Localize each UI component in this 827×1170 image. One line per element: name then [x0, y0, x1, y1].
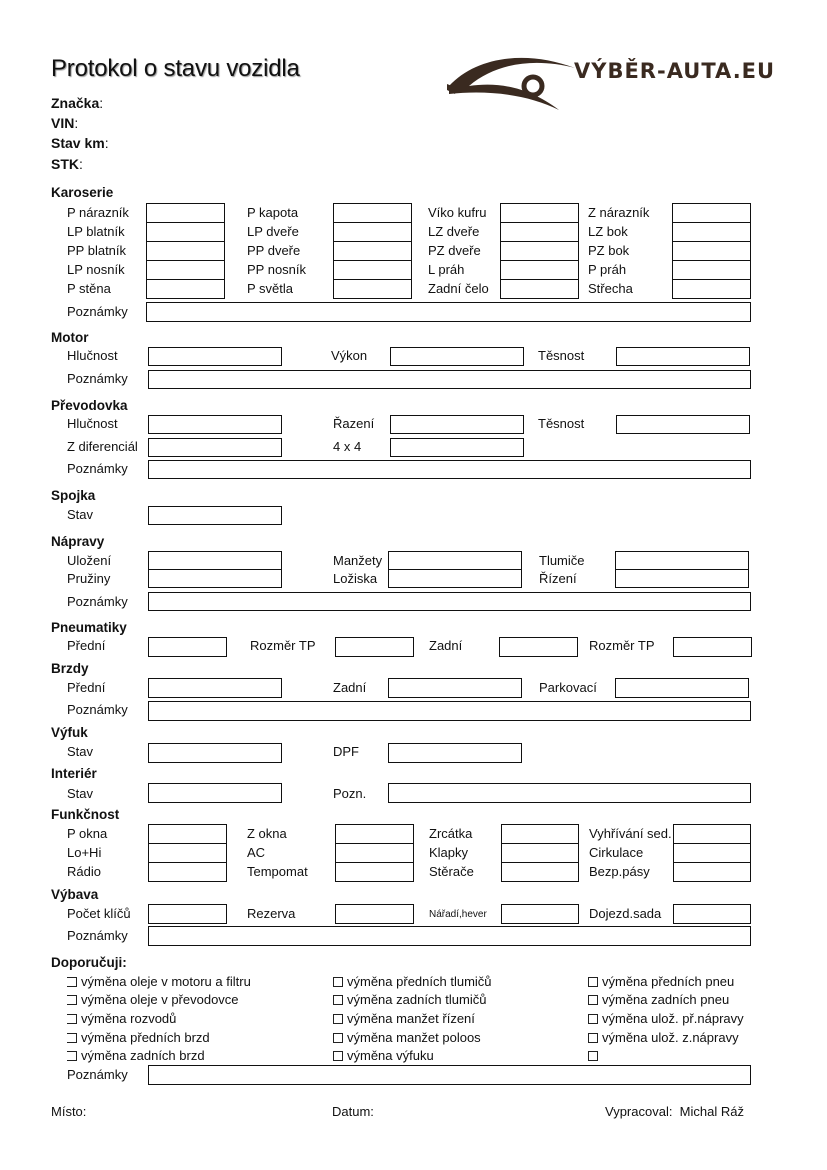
motor-seal-label: Těsnost	[538, 348, 585, 363]
recommend-item-label: výměna předních brzd	[81, 1030, 210, 1045]
function-input[interactable]	[673, 843, 751, 863]
body-part-label: PP nosník	[247, 262, 307, 277]
axle-springs-label: Pružiny	[67, 571, 111, 586]
axle-shocks-label: Tlumiče	[539, 553, 585, 568]
section-title-spojka: Spojka	[51, 488, 96, 503]
tires-front-size-input[interactable]	[335, 637, 414, 657]
body-part-input[interactable]	[672, 241, 751, 261]
motor-notes-input[interactable]	[148, 370, 751, 389]
equipment-repair-kit-input[interactable]	[673, 904, 751, 924]
section-title-interier: Interiér	[51, 766, 97, 781]
motor-power-label: Výkon	[331, 348, 368, 363]
checkbox-icon[interactable]	[333, 995, 343, 1005]
stk-label: STK	[51, 156, 79, 172]
recommend-item-label: výměna rozvodů	[81, 1011, 177, 1026]
checkbox-icon[interactable]	[588, 995, 598, 1005]
author-field	[605, 1104, 744, 1119]
checkbox-icon[interactable]	[67, 1033, 77, 1043]
interior-notes-input[interactable]	[388, 783, 751, 803]
function-label: AC	[247, 845, 266, 860]
checkbox-icon[interactable]	[588, 1033, 598, 1043]
axle-mount-input[interactable]	[148, 551, 282, 570]
body-notes-input[interactable]	[146, 302, 751, 322]
checkbox-icon[interactable]	[333, 1033, 343, 1043]
author-label: Vypracoval:	[605, 1104, 673, 1119]
brakes-notes-input[interactable]	[148, 701, 751, 721]
equipment-tools-input[interactable]	[501, 904, 579, 924]
axle-shocks-input[interactable]	[615, 551, 749, 570]
function-label: Klapky	[429, 845, 469, 860]
recommend-item-label: výměna oleje v převodovce	[81, 992, 239, 1007]
body-part-input[interactable]	[500, 260, 579, 280]
page-title: Protokol o stavu vozidla	[51, 55, 300, 82]
body-part-label: Víko kufru	[428, 205, 487, 220]
gearbox-4x4-input[interactable]	[390, 438, 524, 457]
gearbox-diff-input[interactable]	[148, 438, 282, 457]
eye-logo-icon	[447, 48, 577, 114]
body-part-label: P kapota	[247, 205, 299, 220]
gearbox-noise-input[interactable]	[148, 415, 282, 434]
motor-noise-input[interactable]	[148, 347, 282, 366]
author-name: Michal Ráž	[679, 1104, 744, 1119]
body-part-label: Z nárazník	[588, 205, 650, 220]
recommend-item-label: výměna oleje v motoru a filtru	[81, 974, 251, 989]
body-part-label: PZ dveře	[428, 243, 481, 258]
body-part-input[interactable]	[672, 203, 751, 223]
body-part-input[interactable]	[333, 203, 412, 223]
function-input[interactable]	[501, 824, 579, 844]
recommend-item[interactable]	[588, 1048, 602, 1063]
axle-springs-input[interactable]	[148, 569, 282, 588]
section-title-vybava: Výbava	[51, 887, 99, 902]
function-input[interactable]	[148, 862, 227, 882]
vin-field	[51, 115, 78, 131]
recommend-item-label: výměna zadních brzd	[81, 1048, 205, 1063]
recommend-item[interactable]	[333, 974, 492, 989]
body-part-label: P práh	[588, 262, 627, 277]
body-part-label: LP dveře	[247, 224, 299, 239]
recommend-item[interactable]	[333, 1048, 434, 1063]
equipment-spare-label: Rezerva	[247, 906, 296, 921]
axle-boots-label: Manžety	[333, 553, 383, 568]
gearbox-seal-input[interactable]	[616, 415, 750, 434]
recommend-item-label: výměna manžet řízení	[347, 1011, 475, 1026]
body-part-label: P nárazník	[67, 205, 129, 220]
function-label: Rádio	[67, 864, 101, 879]
equipment-notes-label: Poznámky	[67, 928, 128, 943]
clutch-state-label: Stav	[67, 507, 94, 522]
motor-seal-input[interactable]	[616, 347, 750, 366]
function-label: Bezp.pásy	[589, 864, 650, 879]
equipment-repair-kit-label: Dojezd.sada	[589, 906, 662, 921]
brakes-notes-label: Poznámky	[67, 702, 128, 717]
section-title-napravy: Nápravy	[51, 534, 105, 549]
recommend-item[interactable]	[67, 1030, 210, 1045]
function-label: Vyhřívání sed.	[589, 826, 672, 841]
logo-text: VÝBĚR-AUTA.EU	[574, 59, 776, 83]
vin-colon: :	[74, 115, 79, 131]
axle-steering-label: Řízení	[539, 571, 577, 586]
axle-steering-input[interactable]	[615, 569, 749, 588]
recommend-item-label: výměna zadních tlumičů	[347, 992, 487, 1007]
gearbox-notes-label: Poznámky	[67, 461, 128, 476]
function-input[interactable]	[335, 824, 414, 844]
clutch-state-input[interactable]	[148, 506, 282, 525]
motor-noise-label: Hlučnost	[67, 348, 118, 363]
checkbox-icon[interactable]	[333, 1051, 343, 1061]
function-label: P okna	[67, 826, 108, 841]
body-notes-label: Poznámky	[67, 304, 128, 319]
axle-mount-label: Uložení	[67, 553, 112, 568]
body-part-label: LP blatník	[67, 224, 125, 239]
tires-front-input[interactable]	[148, 637, 227, 657]
recommend-item[interactable]	[67, 1011, 176, 1026]
tires-rear-size-label: Rozměr TP	[589, 638, 655, 653]
tires-rear-input[interactable]	[499, 637, 578, 657]
recommend-item[interactable]	[588, 1030, 739, 1045]
gearbox-4x4-label: 4 x 4	[333, 439, 362, 454]
stk-field	[51, 156, 83, 172]
recommend-item[interactable]	[333, 1011, 475, 1026]
axle-bearings-label: Ložiska	[333, 571, 378, 586]
gearbox-seal-label: Těsnost	[538, 416, 585, 431]
mileage-colon: :	[104, 135, 109, 151]
body-part-input[interactable]	[333, 260, 412, 280]
brand-colon: :	[99, 95, 104, 111]
exhaust-dpf-input[interactable]	[388, 743, 522, 763]
equipment-notes-input[interactable]	[148, 926, 751, 946]
axle-boots-input[interactable]	[388, 551, 522, 570]
body-part-input[interactable]	[672, 279, 751, 299]
mileage-label: Stav km	[51, 135, 105, 151]
checkbox-icon[interactable]	[588, 1014, 598, 1024]
body-part-label: Střecha	[588, 281, 633, 296]
body-part-input[interactable]	[500, 279, 579, 299]
recommend-item-label: výměna manžet poloos	[347, 1030, 481, 1045]
motor-power-input[interactable]	[390, 347, 524, 366]
function-input[interactable]	[148, 843, 227, 863]
brakes-parking-label: Parkovací	[539, 680, 597, 695]
checkbox-icon[interactable]	[67, 1051, 77, 1061]
axle-notes-label: Poznámky	[67, 594, 128, 609]
exhaust-state-input[interactable]	[148, 743, 282, 763]
gearbox-diff-label: Z diferenciál	[67, 439, 138, 454]
body-part-input[interactable]	[146, 222, 225, 242]
body-part-label: LZ dveře	[428, 224, 480, 239]
gearbox-noise-label: Hlučnost	[67, 416, 118, 431]
axle-notes-input[interactable]	[148, 592, 751, 611]
function-label: Stěrače	[429, 864, 474, 879]
gearbox-shifting-input[interactable]	[390, 415, 524, 434]
vin-label: VIN	[51, 115, 75, 131]
equipment-keys-label: Počet klíčů	[67, 906, 131, 921]
recommend-item[interactable]	[588, 992, 729, 1007]
date-label: Datum:	[332, 1104, 374, 1119]
tires-front-label: Přední	[67, 638, 106, 653]
function-input[interactable]	[501, 843, 579, 863]
body-part-input[interactable]	[333, 279, 412, 299]
body-part-input[interactable]	[500, 222, 579, 242]
body-part-label: P světla	[247, 281, 294, 296]
body-part-label: LZ bok	[588, 224, 628, 239]
body-part-input[interactable]	[672, 222, 751, 242]
brakes-front-label: Přední	[67, 680, 106, 695]
recommend-item-label: výměna předních tlumičů	[347, 974, 492, 989]
section-title-vyfuk: Výfuk	[51, 725, 88, 740]
checkbox-icon[interactable]	[333, 1014, 343, 1024]
recommend-item[interactable]	[588, 1011, 744, 1026]
checkbox-icon[interactable]	[67, 977, 77, 987]
equipment-tools-label: Nářadí,hever	[429, 909, 487, 920]
body-part-input[interactable]	[500, 241, 579, 261]
brand-label: Značka	[51, 95, 100, 111]
mileage-field	[51, 135, 109, 151]
body-part-label: PP blatník	[67, 243, 127, 258]
function-label: Z okna	[247, 826, 287, 841]
checkbox-icon[interactable]	[67, 1014, 77, 1024]
logo	[447, 48, 577, 117]
recommend-item-label: výměna ulož. př.nápravy	[602, 1011, 744, 1026]
body-part-input[interactable]	[333, 241, 412, 261]
body-part-label: PZ bok	[588, 243, 630, 258]
recommend-item[interactable]	[588, 974, 734, 989]
body-part-input[interactable]	[146, 260, 225, 280]
body-part-input[interactable]	[146, 241, 225, 261]
checkbox-icon[interactable]	[588, 977, 598, 987]
function-input[interactable]	[148, 824, 227, 844]
checkbox-icon[interactable]	[333, 977, 343, 987]
gearbox-notes-input[interactable]	[148, 460, 751, 479]
brakes-parking-input[interactable]	[615, 678, 749, 698]
body-part-input[interactable]	[333, 222, 412, 242]
equipment-keys-input[interactable]	[148, 904, 227, 924]
body-part-input[interactable]	[146, 203, 225, 223]
recommend-item-label: výměna předních pneu	[602, 974, 735, 989]
recommend-item[interactable]	[67, 992, 239, 1007]
body-part-label: L práh	[428, 262, 465, 277]
body-part-label: Zadní čelo	[428, 281, 489, 296]
function-label: Lo+Hi	[67, 845, 102, 860]
interior-state-input[interactable]	[148, 783, 282, 803]
body-part-label: P stěna	[67, 281, 111, 296]
interior-state-label: Stav	[67, 786, 94, 801]
section-title-karoserie: Karoserie	[51, 185, 114, 200]
body-part-input[interactable]	[146, 279, 225, 299]
function-label: Tempomat	[247, 864, 308, 879]
tires-front-size-label: Rozměr TP	[250, 638, 316, 653]
recommend-item[interactable]	[67, 1048, 205, 1063]
place-label: Místo:	[51, 1104, 87, 1119]
tires-rear-size-input[interactable]	[673, 637, 752, 657]
brakes-front-input[interactable]	[148, 678, 282, 698]
section-title-motor: Motor	[51, 330, 89, 345]
function-input[interactable]	[335, 843, 414, 863]
brakes-rear-input[interactable]	[388, 678, 522, 698]
function-input[interactable]	[501, 862, 579, 882]
body-part-input[interactable]	[672, 260, 751, 280]
brand-field	[51, 95, 103, 111]
exhaust-dpf-label: DPF	[333, 744, 359, 759]
section-title-doporucuji: Doporučuji:	[51, 955, 127, 970]
motor-notes-label: Poznámky	[67, 371, 128, 386]
function-input[interactable]	[673, 862, 751, 882]
equipment-spare-input[interactable]	[335, 904, 414, 924]
recommend-notes-label: Poznámky	[67, 1067, 128, 1082]
interior-notes-label: Pozn.	[333, 786, 367, 801]
gearbox-shifting-label: Řazení	[333, 416, 375, 431]
recommend-notes-input[interactable]	[148, 1065, 751, 1085]
section-title-pneumatiky: Pneumatiky	[51, 620, 127, 635]
stk-colon: :	[79, 156, 83, 172]
section-title-prevodovka: Převodovka	[51, 398, 128, 413]
checkbox-icon[interactable]	[67, 995, 77, 1005]
recommend-item-label: výměna zadních pneu	[602, 992, 730, 1007]
recommend-item-label: výměna ulož. z.nápravy	[602, 1030, 739, 1045]
section-title-brzdy: Brzdy	[51, 661, 89, 676]
body-part-label: LP nosník	[67, 262, 125, 277]
recommend-item-label: výměna výfuku	[347, 1048, 434, 1063]
function-input[interactable]	[673, 824, 751, 844]
checkbox-icon[interactable]	[588, 1051, 598, 1061]
function-label: Zrcátka	[429, 826, 473, 841]
tires-rear-label: Zadní	[429, 638, 463, 653]
recommend-item[interactable]	[333, 992, 486, 1007]
body-part-label: PP dveře	[247, 243, 301, 258]
axle-bearings-input[interactable]	[388, 569, 522, 588]
section-title-funkcnost: Funkčnost	[51, 807, 120, 822]
recommend-item[interactable]	[67, 974, 251, 989]
body-part-input[interactable]	[500, 203, 579, 223]
function-input[interactable]	[335, 862, 414, 882]
recommend-item[interactable]	[333, 1030, 481, 1045]
exhaust-state-label: Stav	[67, 744, 94, 759]
function-label: Cirkulace	[589, 845, 644, 860]
brakes-rear-label: Zadní	[333, 680, 367, 695]
